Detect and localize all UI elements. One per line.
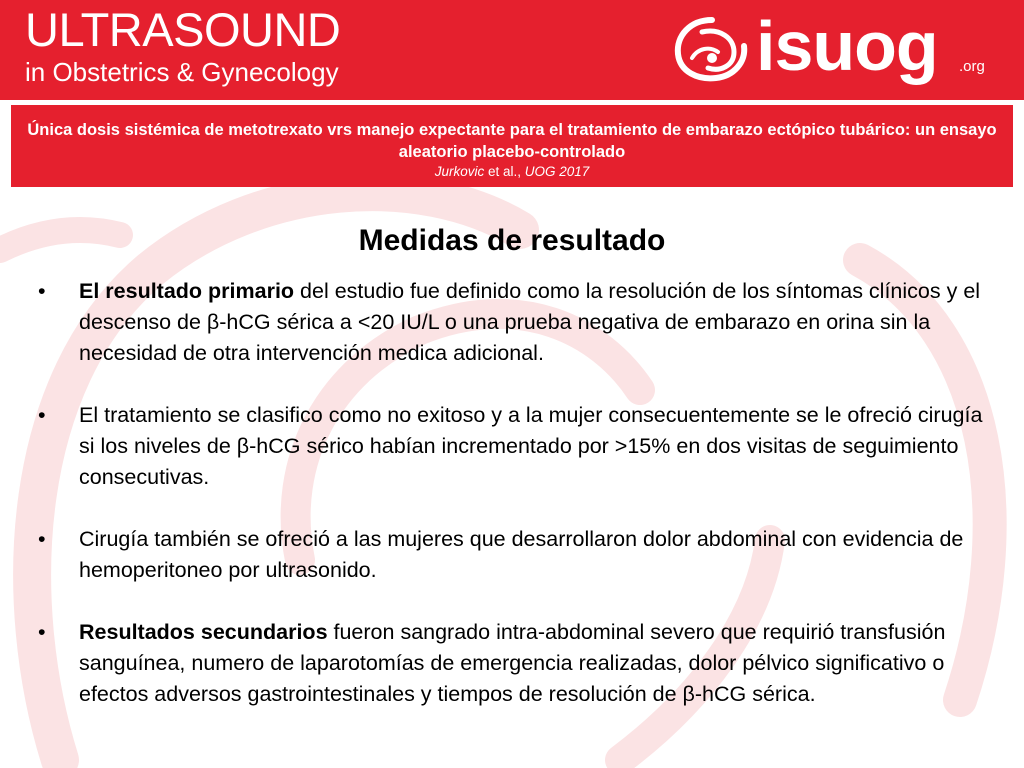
bullet-marker: • — [38, 527, 46, 551]
article-reference — [11, 163, 1013, 181]
bullet-list — [38, 276, 988, 710]
bullet-text: fueron sangrado intra-abdominal severo que requirió transfusión sanguínea, numero de laparotomías de emergencia realizadas, dolor pélvico significativo o efectos adversos gastrointestinales y tiempos de resolución de β-hCG sérica. — [79, 620, 946, 706]
isuog-org-suffix: .org — [959, 58, 985, 75]
section-title: Medidas de resultado — [358, 224, 666, 257]
reference-journal: UOG 2017 — [524, 164, 590, 179]
bullet-text: Cirugía también se ofreció a las mujeres que desarrollaron dolor abdominal con evidencia de hemoperitoneo por ultrasonido. — [79, 527, 964, 582]
reference-etal: et al., — [484, 164, 525, 179]
bullet-marker: • — [38, 279, 46, 303]
bullet-marker: • — [38, 403, 46, 427]
article-title: Única dosis sistémica de metotrexato vrs manejo expectante para el tratamiento de embarazo ectópico tubárico: un ensayo aleatorio placebo-controlado — [27, 121, 997, 161]
bullet-bold-lead: El resultado primario — [79, 279, 295, 303]
bullet-marker: • — [38, 620, 46, 644]
reference-author: Jurkovic — [434, 164, 485, 179]
bullet-bold-lead: Resultados secundarios — [79, 620, 328, 644]
header-band — [0, 0, 1024, 100]
bullet-item — [38, 276, 988, 369]
isuog-wordmark: isuog — [756, 7, 938, 85]
isuog-mother-child-icon — [672, 14, 752, 84]
isuog-logo — [672, 6, 1002, 96]
journal-subtitle: in Obstetrics & Gynecology — [25, 57, 339, 87]
bullet-item — [38, 524, 988, 586]
bullet-text: El tratamiento se clasifico como no exitoso y a la mujer consecuentemente se le ofreció cirugía si los niveles de β-hCG sérico habían incrementado por >15% en dos visitas de seguimiento consecutivas. — [79, 403, 983, 489]
journal-title: ULTRASOUND — [25, 3, 341, 56]
citation-box — [11, 105, 1013, 187]
bullet-text: del estudio fue definido como la resolución de los síntomas clínicos y el descenso de β-hCG sérica a <20 IU/L o una prueba negativa de embarazo en orina sin la necesidad de otra intervención medica adicional. — [79, 279, 981, 365]
bullet-item — [38, 400, 988, 493]
bullet-item — [38, 617, 988, 710]
